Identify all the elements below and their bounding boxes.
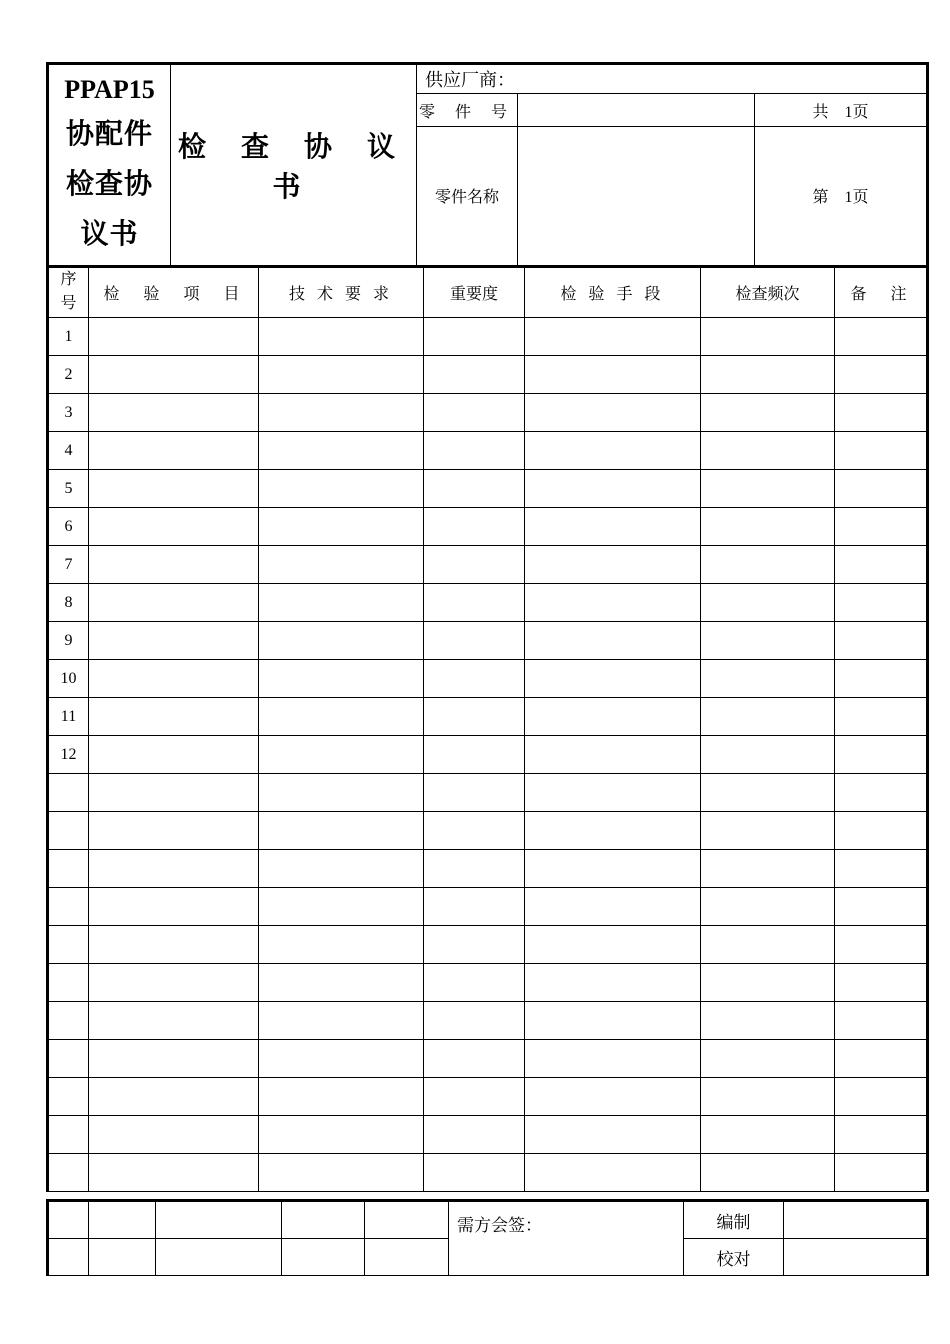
inspection-item-cell[interactable] xyxy=(89,926,259,964)
frequency-cell[interactable] xyxy=(701,432,835,470)
table-row xyxy=(48,660,928,698)
frequency-cell[interactable] xyxy=(701,318,835,356)
table-row xyxy=(48,318,928,356)
importance-cell[interactable] xyxy=(424,812,525,850)
table-row xyxy=(48,1154,928,1192)
row-number xyxy=(48,1154,89,1192)
main-title: 检 查 协 议 书 xyxy=(171,64,417,267)
remarks-cell[interactable] xyxy=(835,470,928,508)
inspection-item-cell[interactable] xyxy=(89,660,259,698)
document-name-line-1: 协配件 xyxy=(65,119,153,150)
inspection-method-cell[interactable] xyxy=(525,736,701,774)
inspection-method-cell[interactable] xyxy=(525,850,701,888)
row-number xyxy=(48,1040,89,1078)
row-number: 11 xyxy=(48,698,89,736)
table-row xyxy=(48,622,928,660)
technical-requirement-cell[interactable] xyxy=(259,1154,424,1192)
frequency-cell[interactable] xyxy=(701,1078,835,1116)
demand-side-signature-label: 需方会签： xyxy=(457,1216,542,1235)
remarks-cell[interactable] xyxy=(835,698,928,736)
remarks-cell[interactable] xyxy=(835,736,928,774)
importance-cell[interactable] xyxy=(424,622,525,660)
part-name-value[interactable] xyxy=(518,126,755,266)
technical-requirement-cell[interactable] xyxy=(259,432,424,470)
document-name-line-3: 议书 xyxy=(80,219,139,250)
supplier-field[interactable]: 供应厂商： xyxy=(417,64,928,94)
inspection-method-cell[interactable] xyxy=(525,622,701,660)
footer-cell[interactable] xyxy=(365,1239,449,1276)
document-code: PPAP15 xyxy=(64,75,155,104)
row-number xyxy=(48,812,89,850)
inspection-method-cell[interactable] xyxy=(525,774,701,812)
importance-cell[interactable] xyxy=(424,1002,525,1040)
remarks-cell[interactable] xyxy=(835,508,928,546)
inspection-method-cell[interactable] xyxy=(525,1040,701,1078)
footer-cell[interactable] xyxy=(156,1239,282,1276)
row-number: 9 xyxy=(48,622,89,660)
frequency-cell[interactable] xyxy=(701,356,835,394)
row-number xyxy=(48,1116,89,1154)
inspection-item-cell[interactable] xyxy=(89,470,259,508)
technical-requirement-cell[interactable] xyxy=(259,850,424,888)
seq-header-line-2: 号 xyxy=(60,295,77,312)
technical-requirement-cell[interactable] xyxy=(259,812,424,850)
technical-requirement-cell[interactable] xyxy=(259,736,424,774)
frequency-cell[interactable] xyxy=(701,546,835,584)
inspection-agreement-form xyxy=(46,62,926,1276)
remarks-cell[interactable] xyxy=(835,356,928,394)
table-row xyxy=(48,546,928,584)
technical-requirement-cell[interactable] xyxy=(259,394,424,432)
prepared-by-label: 编制 xyxy=(684,1201,784,1239)
inspection-item-cell[interactable] xyxy=(89,736,259,774)
technical-requirement-cell[interactable] xyxy=(259,1040,424,1078)
inspection-method-cell[interactable] xyxy=(525,926,701,964)
inspection-item-cell[interactable] xyxy=(89,1154,259,1192)
table-row xyxy=(48,1116,928,1154)
frequency-cell[interactable] xyxy=(701,508,835,546)
remarks-cell[interactable] xyxy=(835,964,928,1002)
row-number xyxy=(48,964,89,1002)
inspection-method-cell[interactable] xyxy=(525,318,701,356)
inspection-method-cell[interactable] xyxy=(525,812,701,850)
inspection-item-cell[interactable] xyxy=(89,812,259,850)
table-header-row xyxy=(48,267,928,318)
table-row xyxy=(48,1078,928,1116)
technical-requirement-cell[interactable] xyxy=(259,1078,424,1116)
inspection-item-cell[interactable] xyxy=(89,432,259,470)
footer-cell[interactable] xyxy=(365,1201,449,1239)
inspection-method-cell[interactable] xyxy=(525,1002,701,1040)
frequency-cell[interactable] xyxy=(701,1002,835,1040)
checked-by-label: 校对 xyxy=(684,1239,784,1276)
table-row xyxy=(48,812,928,850)
remarks-cell[interactable] xyxy=(835,888,928,926)
technical-requirement-cell[interactable] xyxy=(259,356,424,394)
frequency-cell[interactable] xyxy=(701,470,835,508)
frequency-cell[interactable] xyxy=(701,1040,835,1078)
frequency-cell[interactable] xyxy=(701,964,835,1002)
inspection-method-cell[interactable] xyxy=(525,964,701,1002)
row-number xyxy=(48,1078,89,1116)
technical-requirement-cell[interactable] xyxy=(259,546,424,584)
importance-cell[interactable] xyxy=(424,1078,525,1116)
inspection-item-cell[interactable] xyxy=(89,774,259,812)
table-row xyxy=(48,888,928,926)
table-row xyxy=(48,964,928,1002)
inspection-item-cell[interactable] xyxy=(89,508,259,546)
importance-cell[interactable] xyxy=(424,1040,525,1078)
importance-cell[interactable] xyxy=(424,356,525,394)
footer-cell[interactable] xyxy=(282,1239,365,1276)
frequency-cell[interactable] xyxy=(701,812,835,850)
remarks-cell[interactable] xyxy=(835,318,928,356)
importance-cell[interactable] xyxy=(424,698,525,736)
row-number: 2 xyxy=(48,356,89,394)
part-number-value[interactable] xyxy=(518,94,755,126)
remarks-cell[interactable] xyxy=(835,1002,928,1040)
technical-requirement-cell[interactable] xyxy=(259,1116,424,1154)
importance-cell[interactable] xyxy=(424,1154,525,1192)
frequency-cell[interactable] xyxy=(701,698,835,736)
remarks-cell[interactable] xyxy=(835,774,928,812)
prepared-by-value[interactable] xyxy=(784,1201,928,1239)
inspection-method-cell[interactable] xyxy=(525,1154,701,1192)
importance-cell[interactable] xyxy=(424,470,525,508)
inspection-item-cell[interactable] xyxy=(89,850,259,888)
remarks-cell[interactable] xyxy=(835,394,928,432)
remarks-cell[interactable] xyxy=(835,660,928,698)
column-header-remarks: 备 注 xyxy=(835,267,928,318)
footer-cell[interactable] xyxy=(282,1201,365,1239)
form-header xyxy=(46,62,929,268)
inspection-method-cell[interactable] xyxy=(525,584,701,622)
part-name-label: 零件名称 xyxy=(417,126,518,266)
inspection-method-cell[interactable] xyxy=(525,660,701,698)
technical-requirement-cell[interactable] xyxy=(259,1002,424,1040)
remarks-cell[interactable] xyxy=(835,1040,928,1078)
row-number xyxy=(48,1002,89,1040)
frequency-cell[interactable] xyxy=(701,850,835,888)
seq-header-line-1: 序 xyxy=(60,271,77,288)
frequency-cell[interactable] xyxy=(701,622,835,660)
row-number: 10 xyxy=(48,660,89,698)
inspection-method-cell[interactable] xyxy=(525,546,701,584)
frequency-cell[interactable] xyxy=(701,394,835,432)
importance-cell[interactable] xyxy=(424,394,525,432)
footer-cell[interactable] xyxy=(89,1239,156,1276)
importance-cell[interactable] xyxy=(424,546,525,584)
remarks-cell[interactable] xyxy=(835,850,928,888)
remarks-cell[interactable] xyxy=(835,546,928,584)
inspection-item-cell[interactable] xyxy=(89,1116,259,1154)
table-row xyxy=(48,1040,928,1078)
inspection-item-cell[interactable] xyxy=(89,546,259,584)
row-number: 7 xyxy=(48,546,89,584)
importance-cell[interactable] xyxy=(424,1116,525,1154)
technical-requirement-cell[interactable] xyxy=(259,622,424,660)
inspection-method-cell[interactable] xyxy=(525,356,701,394)
remarks-cell[interactable] xyxy=(835,1154,928,1192)
technical-requirement-cell[interactable] xyxy=(259,584,424,622)
remarks-cell[interactable] xyxy=(835,926,928,964)
inspection-method-cell[interactable] xyxy=(525,508,701,546)
frequency-cell[interactable] xyxy=(701,1154,835,1192)
inspection-method-cell[interactable] xyxy=(525,698,701,736)
technical-requirement-cell[interactable] xyxy=(259,318,424,356)
importance-cell[interactable] xyxy=(424,508,525,546)
column-header-frequency: 检查频次 xyxy=(701,267,835,318)
row-number xyxy=(48,926,89,964)
remarks-cell[interactable] xyxy=(835,432,928,470)
row-number: 4 xyxy=(48,432,89,470)
inspection-method-cell[interactable] xyxy=(525,394,701,432)
inspection-method-cell[interactable] xyxy=(525,1116,701,1154)
row-number xyxy=(48,850,89,888)
table-row xyxy=(48,432,928,470)
technical-requirement-cell[interactable] xyxy=(259,660,424,698)
demand-side-signature[interactable] xyxy=(449,1201,684,1276)
importance-cell[interactable] xyxy=(424,888,525,926)
table-row xyxy=(48,926,928,964)
importance-cell[interactable] xyxy=(424,660,525,698)
table-row xyxy=(48,850,928,888)
frequency-cell[interactable] xyxy=(701,926,835,964)
remarks-cell[interactable] xyxy=(835,812,928,850)
remarks-cell[interactable] xyxy=(835,1116,928,1154)
remarks-cell[interactable] xyxy=(835,1078,928,1116)
document-id-cell xyxy=(48,64,171,267)
footer-cell[interactable] xyxy=(89,1201,156,1239)
frequency-cell[interactable] xyxy=(701,584,835,622)
remarks-cell[interactable] xyxy=(835,622,928,660)
inspection-item-cell[interactable] xyxy=(89,698,259,736)
row-number: 6 xyxy=(48,508,89,546)
importance-cell[interactable] xyxy=(424,432,525,470)
table-row xyxy=(48,470,928,508)
row-number: 1 xyxy=(48,318,89,356)
importance-cell[interactable] xyxy=(424,774,525,812)
inspection-method-cell[interactable] xyxy=(525,888,701,926)
column-header-inspection-method: 检 验 手 段 xyxy=(525,267,701,318)
importance-cell[interactable] xyxy=(424,736,525,774)
technical-requirement-cell[interactable] xyxy=(259,774,424,812)
footer-cell[interactable] xyxy=(48,1239,89,1276)
table-row xyxy=(48,508,928,546)
inspection-method-cell[interactable] xyxy=(525,1078,701,1116)
technical-requirement-cell[interactable] xyxy=(259,926,424,964)
table-row xyxy=(48,584,928,622)
importance-cell[interactable] xyxy=(424,964,525,1002)
inspection-item-cell[interactable] xyxy=(89,394,259,432)
inspection-item-cell[interactable] xyxy=(89,318,259,356)
technical-requirement-cell[interactable] xyxy=(259,470,424,508)
frequency-cell[interactable] xyxy=(701,774,835,812)
column-header-importance: 重要度 xyxy=(424,267,525,318)
footer-cell[interactable] xyxy=(48,1201,89,1239)
table-row xyxy=(48,356,928,394)
inspection-method-cell[interactable] xyxy=(525,470,701,508)
inspection-item-cell[interactable] xyxy=(89,1040,259,1078)
remarks-cell[interactable] xyxy=(835,584,928,622)
importance-cell[interactable] xyxy=(424,318,525,356)
inspection-method-cell[interactable] xyxy=(525,432,701,470)
total-pages: 共 1页 xyxy=(755,94,928,126)
inspection-item-cell[interactable] xyxy=(89,622,259,660)
technical-requirement-cell[interactable] xyxy=(259,888,424,926)
inspection-item-cell[interactable] xyxy=(89,964,259,1002)
row-number: 8 xyxy=(48,584,89,622)
checked-by-value[interactable] xyxy=(784,1239,928,1276)
frequency-cell[interactable] xyxy=(701,660,835,698)
technical-requirement-cell[interactable] xyxy=(259,964,424,1002)
inspection-item-cell[interactable] xyxy=(89,356,259,394)
inspection-items-table xyxy=(46,266,929,1192)
importance-cell[interactable] xyxy=(424,584,525,622)
sign-off-footer xyxy=(46,1199,929,1276)
technical-requirement-cell[interactable] xyxy=(259,508,424,546)
row-number xyxy=(48,888,89,926)
inspection-item-cell[interactable] xyxy=(89,1002,259,1040)
column-header-inspection-item: 检 验 项 目 xyxy=(89,267,259,318)
frequency-cell[interactable] xyxy=(701,736,835,774)
table-row xyxy=(48,774,928,812)
row-number xyxy=(48,774,89,812)
table-row xyxy=(48,1002,928,1040)
row-number: 3 xyxy=(48,394,89,432)
row-number: 5 xyxy=(48,470,89,508)
column-header-seq xyxy=(48,267,89,318)
table-row xyxy=(48,394,928,432)
importance-cell[interactable] xyxy=(424,926,525,964)
part-number-label: 零 件 号 xyxy=(417,94,518,126)
technical-requirement-cell[interactable] xyxy=(259,698,424,736)
row-number: 12 xyxy=(48,736,89,774)
inspection-item-cell[interactable] xyxy=(89,888,259,926)
table-row xyxy=(48,698,928,736)
inspection-item-cell[interactable] xyxy=(89,1078,259,1116)
footer-cell[interactable] xyxy=(156,1201,282,1239)
column-header-technical-requirement: 技 术 要 求 xyxy=(259,267,424,318)
table-row xyxy=(48,736,928,774)
frequency-cell[interactable] xyxy=(701,888,835,926)
frequency-cell[interactable] xyxy=(701,1116,835,1154)
inspection-item-cell[interactable] xyxy=(89,584,259,622)
page-number: 第 1页 xyxy=(755,126,928,266)
document-name-line-2: 检查协 xyxy=(65,169,153,200)
importance-cell[interactable] xyxy=(424,850,525,888)
